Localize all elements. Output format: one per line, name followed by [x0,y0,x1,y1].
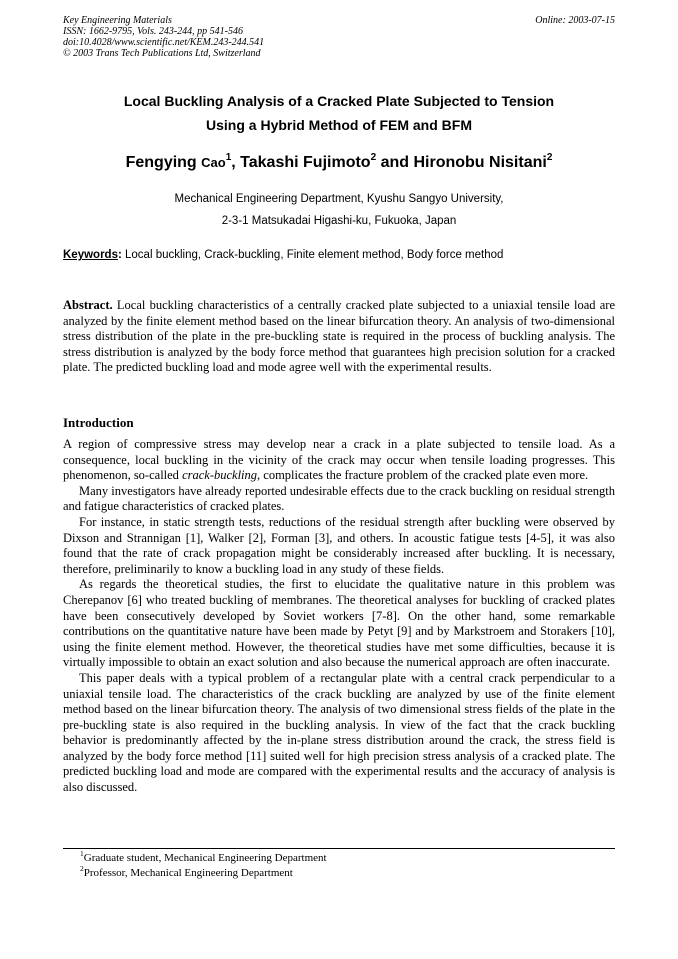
clipped-header-line [63,59,615,63]
footnote-mark: 1 [80,849,84,858]
affiliation [63,188,615,232]
online-date: Online: 2003-07-15 [535,15,615,26]
journal-name: Key Engineering Materials [63,15,172,26]
affiliation-mark: 2 [370,152,377,163]
author-separator: and [376,154,414,171]
footnote-text: Professor, Mechanical Engineering Department [83,867,293,879]
paragraph: As regards the theoretical studies, the first to elucidate the qualitative nature in this problem was Cherepanov [6] who treated buckling of membranes. The theoretical analyses for buckling of cracked plates have been consecutively developed by Soviet workers [7-8]. On the other hand, some remarkable contributions on the quantitative nature have been made by Petyt [9] and by Markstroem and Storakers [10], using the finite element method. However, the theoretical studies have met some difficulties, because it is virtually impossible to obtain an exact solution and also because the numerical approach are often inaccurate. [63,577,615,670]
title-line-2: Using a Hybrid Method of FEM and BFM [206,117,472,133]
paragraph: Many investigators have already reported undesirable effects due to the crack buckling on residual strength and fatigue characteristics of cracked plates. [63,483,615,514]
author-2 [240,154,376,171]
abstract [63,298,615,376]
affiliation-line-1: Mechanical Engineering Department, Kyushu Sangyo University, [174,193,504,205]
paper-title [63,89,615,137]
paragraph-text: , complicates the fracture problem of the cracked plate even more. [257,468,589,483]
author-family-name: Cao [201,155,226,170]
affiliation-mark: 2 [546,152,553,163]
title-line-1: Local Buckling Analysis of a Cracked Plate Subjected to Tension [123,93,555,109]
keywords-label: Keywords [63,249,118,261]
paragraph-text: A region of compressive stress may develop near a crack in a plate subjected to tensile load. As a consequence, local buckling in the vicinity of the crack may occur when tensile loading progresses. This phenomenon, so-called [63,437,615,483]
journal-header [63,15,615,63]
paragraph: For instance, in static strength tests, reductions of the residual strength after buckling were observed by Dixson and Strannigan [1], Walker [2], Forman [3], and others. In acoustic fatigue tests [4-5], it was also found that the rate of crack propagation might be considerably increased after buckling. It is necessary, therefore, preliminarily to know a buckling load in any study of these fields. [63,514,615,576]
author-given-name: Takashi [240,154,299,171]
footnotes [80,851,327,881]
introduction-body [63,437,615,796]
paragraph: This paper deals with a typical problem of a rectangular plate with a central crack perpendicular to a uniaxial tensile load. The characteristics of the crack buckling are analyzed by use of the finite element method based on the linear bifurcation theory. The analysis of two dimensional stress fields of the plate in the pre-buckling state is also required in the buckling analysis. In view of the fact that the crack buckling behavior is predominantly affected by the in-plane stress distribution around the crack, the stress field is analyzed by the body force method [11] suited well for high precision stress analysis of a cracked plate. The predicted buckling load and mode are compared with the experimental results and the accuracy of analysis is also discussed. [63,670,615,795]
footnote-text: Graduate student, Mechanical Engineering Department [83,852,327,864]
paragraph [63,437,615,484]
affiliation-line-2: 2-3-1 Matsukadai Higashi-ku, Fukuoka, Japan [221,215,457,227]
issn-line: ISSN: 1662-9795, Vols. 243-244, pp 541-546 [63,26,243,37]
author-given-name: Hironobu [413,154,485,171]
footnote-divider [63,848,615,849]
emphasized-term: crack-buckling [182,468,258,483]
keywords [63,247,615,263]
section-heading-introduction: Introduction [63,415,134,430]
author-3 [413,154,552,171]
keywords-colon: : [117,249,122,261]
author-list [63,152,615,174]
abstract-label: Abstract. [63,298,113,312]
footnote-mark: 2 [80,864,84,873]
author-separator: , [231,154,241,171]
keywords-text: Local buckling, Crack-buckling, Finite element method, Body force method [121,249,504,261]
author-family-name: Nisitani [489,154,547,171]
copyright-line: © 2003 Trans Tech Publications Ltd, Switzerland [63,48,261,59]
affiliation-mark: 1 [225,152,232,163]
abstract-text: Local buckling characteristics of a centrally cracked plate subjected to a uniaxial tensile load are analyzed by the finite element method based on the linear bifurcation theory. An analysis of two-dimensional stress distribution of the plate in the pre-buckling state is required in the process of buckling analysis. The stress distribution is analyzed by the body force method that guarantees high precision solution for a cracked plate. The predicted buckling load and mode agree well with the experimental results. [63,298,615,375]
footnote-2 [80,866,327,881]
doi-line: doi:10.4028/www.scientific.net/KEM.243-244.541 [63,37,265,48]
author-1 [126,154,232,171]
footnote-1 [80,851,327,866]
author-given-name: Fengying [125,154,197,171]
author-family-name: Fujimoto [303,154,371,171]
